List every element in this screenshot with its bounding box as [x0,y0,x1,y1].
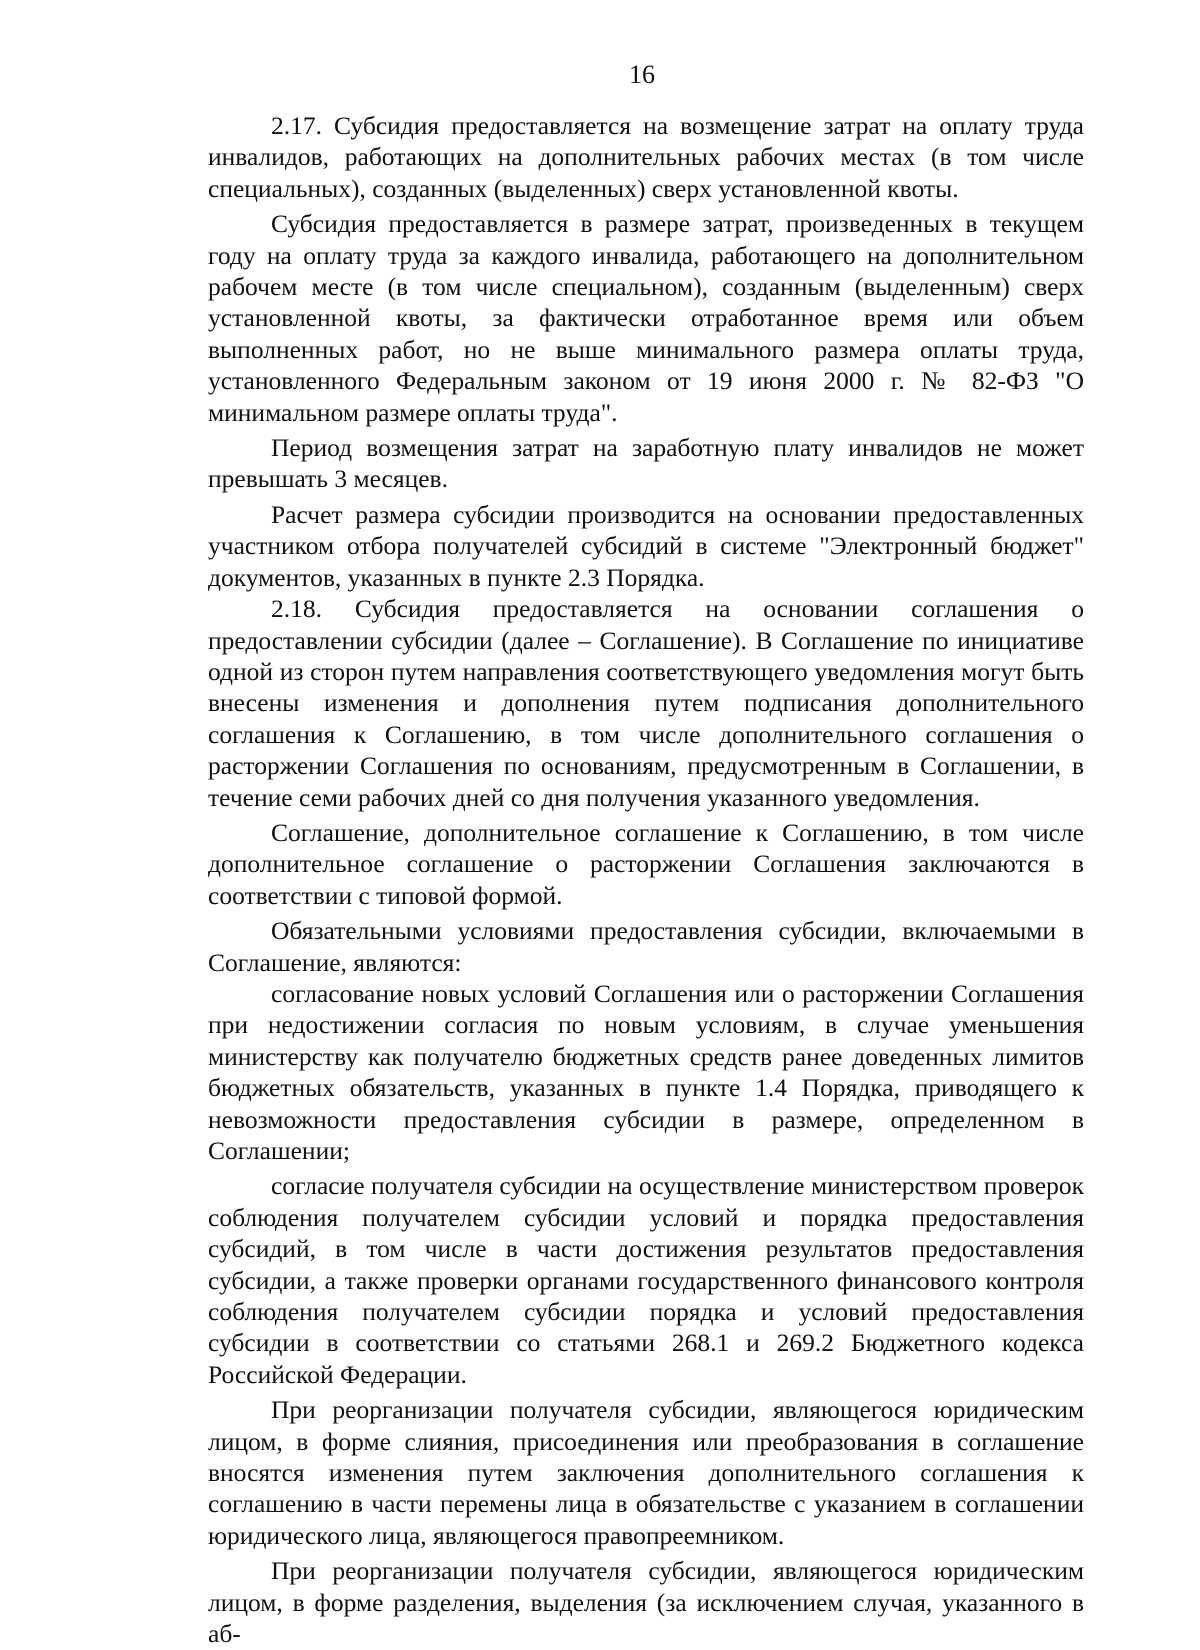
document-body [208,110,1084,1650]
paragraph-reorganization-merger: При реорганизации получателя субсидии, являющегося юридическим лицом, в форме слияния, присоединения или преобразования в соглашение вносятся изменения путем заключения дополнительного соглашения к соглашению в части перемены лица в обязательстве с указанием в соглашении юридического лица, являющегося правопреемником. [208,1395,1084,1550]
paragraph-2-17: 2.17. Субсидия предоставляется на возмещение затрат на оплату труда инвалидов, работающих на дополнительных рабочих местах (в том числе специальных), созданных (выделенных) сверх установленной квоты. [208,111,1084,203]
paragraph-reorganization-division: При реорганизации получателя субсидии, являющегося юридическим лицом, в форме разделения, выделения (за исключением случая, указанного в аб- [208,1556,1084,1649]
paragraph-subsidy-amount: Субсидия предоставляется в размере затрат, произведенных в текущем году на оплату труда за каждого инвалида, работающего на дополнительном рабочем месте (в том числе специальном), созданным (выделенным) сверх установленной квоты, за фактически отработанное время или объем выполненных работ, но не выше минимального размера оплаты труда, установленного Федеральным законом от 19 июня 2000 г. № 82-ФЗ "О минимальном размере оплаты труда". [208,209,1084,427]
page-number: 16 [629,60,655,89]
paragraph-standard-form: Соглашение, дополнительное соглашение к Соглашению, в том числе дополнительное соглашение о расторжении Соглашения заключаются в соответствии с типовой формой. [208,817,1084,910]
paragraph-inspection-consent: согласие получателя субсидии на осуществление министерством проверок соблюдения получателем субсидии условий и порядка предоставления субсидий, в том числе в части достижения результатов предоставления субсидии, а также проверки органами государственного финансового контроля соблюдения получателем субсидии порядка и условий предоставления субсидии в соответствии со статьями 268.1 и 269.2 Бюджетного кодекса Российской Федерации. [208,1171,1084,1389]
paragraph-2-18: 2.18. Субсидия предоставляется на основании соглашения о предоставлении субсидии (далее – Соглашение). В Соглашение по инициативе одной из сторон путем направления соответствующего уведомления могут быть внесены изменения и дополнения путем подписания дополнительного соглашения к Соглашению, в том числе дополнительного соглашения о расторжении Соглашения по основаниям, предусмотренным в Соглашении, в течение семи рабочих дней со дня получения указанного уведомления. [208,594,1084,812]
paragraph-calculation: Расчет размера субсидии производится на основании предоставленных участником отбора получателей субсидий в системе "Электронный бюджет" документов, указанных в пункте 2.3 Порядка. [208,499,1084,592]
paragraph-reimbursement-period: Период возмещения затрат на заработную плату инвалидов не может превышать 3 месяцев. [208,433,1084,494]
paragraph-mandatory-conditions: Обязательными условиями предоставления субсидии, включаемыми в Соглашение, являются: [208,916,1084,977]
paragraph-new-conditions: согласование новых условий Соглашения или о расторжении Соглашения при недостижении согласия по новым условиям, в случае уменьшения министерству как получателю бюджетных средств ранее доведенных лимитов бюджетных обязательств, указанных в пункте 1.4 Порядка, приводящего к невозможности предоставления субсидии в размере, определенном в Соглашении; [208,978,1084,1165]
